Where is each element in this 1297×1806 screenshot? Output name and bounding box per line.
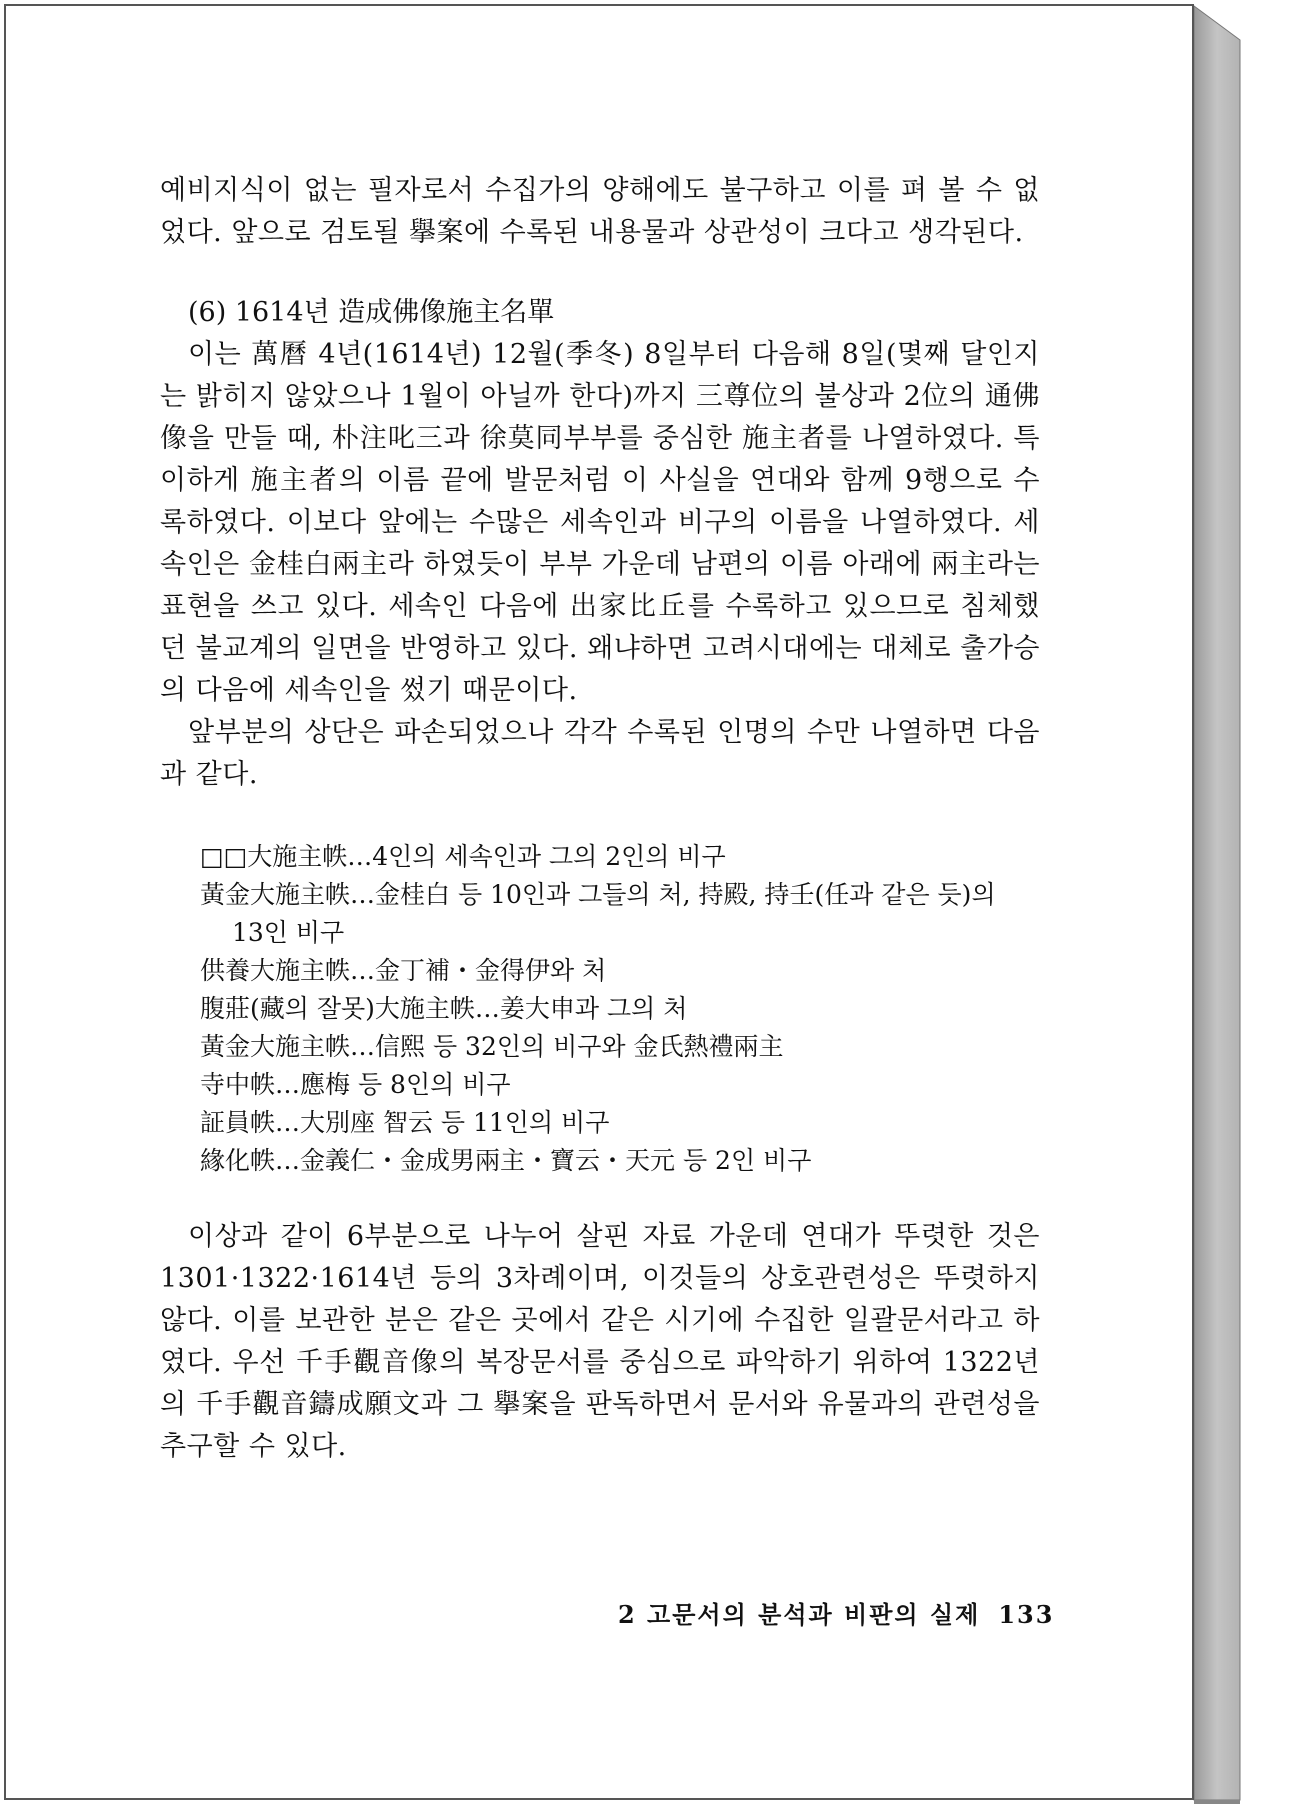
list-item-text: 緣化帙…金義仁・金成男兩主・寶云・天元 등 2인 비구 bbox=[200, 1146, 812, 1175]
list-item bbox=[200, 1066, 1040, 1104]
list-item bbox=[200, 838, 1040, 876]
list-item bbox=[200, 990, 1040, 1028]
list-item-text: 寺中帙…應梅 등 8인의 비구 bbox=[200, 1070, 511, 1099]
list-item bbox=[200, 1104, 1040, 1142]
list-item-text: 証員帙…大別座 智云 등 11인의 비구 bbox=[200, 1108, 610, 1137]
list-item bbox=[200, 952, 1040, 990]
section-paragraph-2: 앞부분의 상단은 파손되었으나 각각 수록된 인명의 수만 나열하면 다음과 같다. bbox=[160, 717, 1040, 790]
list-item-text: 腹莊(藏의 잘못)大施主帙…姜大申과 그의 처 bbox=[200, 994, 688, 1023]
intro-paragraph: 예비지식이 없는 필자로서 수집가의 양해에도 불구하고 이를 펴 볼 수 없었다. 앞으로 검토될 擧案에 수록된 내용물과 상관성이 크다고 생각된다. bbox=[160, 175, 1040, 248]
donor-list bbox=[160, 838, 1040, 1180]
list-item-continuation: 13인 비구 bbox=[232, 918, 345, 947]
running-header-chapter: 2 고문서의 분석과 비판의 실제 bbox=[618, 1600, 981, 1629]
list-item bbox=[200, 876, 1040, 952]
list-item-text: 供養大施主帙…金丁補・金得伊와 처 bbox=[200, 956, 607, 985]
list-item bbox=[200, 1142, 1040, 1180]
section-paragraph-1: 이는 萬曆 4년(1614년) 12월(季冬) 8일부터 다음해 8일(몇째 달인지는 밝히지 않았으나 1월이 아닐까 한다)까지 三尊位의 불상과 2位의 通佛像을 만들 때, 朴注叱三과 徐莫同부부를 중심한 施主者를 나열하였다. 특이하게 施主者의 이름 끝에 발문처럼 이 사실을 연대와 함께 9행으로 수록하였다. 이보다 앞에는 수많은 세속인과 비구의 이름을 나열하였다. 세속인은 金桂白兩主라 하였듯이 부부 가운데 남편의 이름 아래에 兩主라는 표현을 쓰고 있다. 세속인 다음에 出家比丘를 수록하고 있으므로 침체했던 불교계의 일면을 반영하고 있다. 왜냐하면 고려시대에는 대체로 출가승의 다음에 세속인을 썼기 때문이다. bbox=[160, 339, 1040, 706]
list-item bbox=[200, 1028, 1040, 1066]
section-heading: (6) 1614년 造成佛像施主名單 bbox=[188, 297, 555, 328]
list-item-text: 黃金大施主帙…信熙 등 32인의 비구와 金氏熱禮兩主 bbox=[200, 1032, 784, 1061]
list-item-text: 黃金大施主帙…金桂白 등 10인과 그들의 처, 持殿, 持壬(任과 같은 듯)의 bbox=[200, 880, 996, 909]
page-footer bbox=[600, 1595, 1055, 1630]
list-item-text: □□大施主帙…4인의 세속인과 그의 2인의 비구 bbox=[200, 842, 726, 871]
page-number: 133 bbox=[998, 1600, 1055, 1629]
closing-paragraph: 이상과 같이 6부분으로 나누어 살핀 자료 가운데 연대가 뚜렷한 것은 1301·1322·1614년 등의 3차례이며, 이것들의 상호관련성은 뚜렷하지 않다. 이를 보관한 분은 같은 곳에서 같은 시기에 수집한 일괄문서라고 하였다. 우선 千手觀音像의 복장문서를 중심으로 파악하기 위하여 1322년의 千手觀音鑄成願文과 그 擧案을 판독하면서 문서와 유물과의 관련성을 추구할 수 있다. bbox=[160, 1221, 1040, 1462]
page-content bbox=[160, 170, 1040, 1468]
